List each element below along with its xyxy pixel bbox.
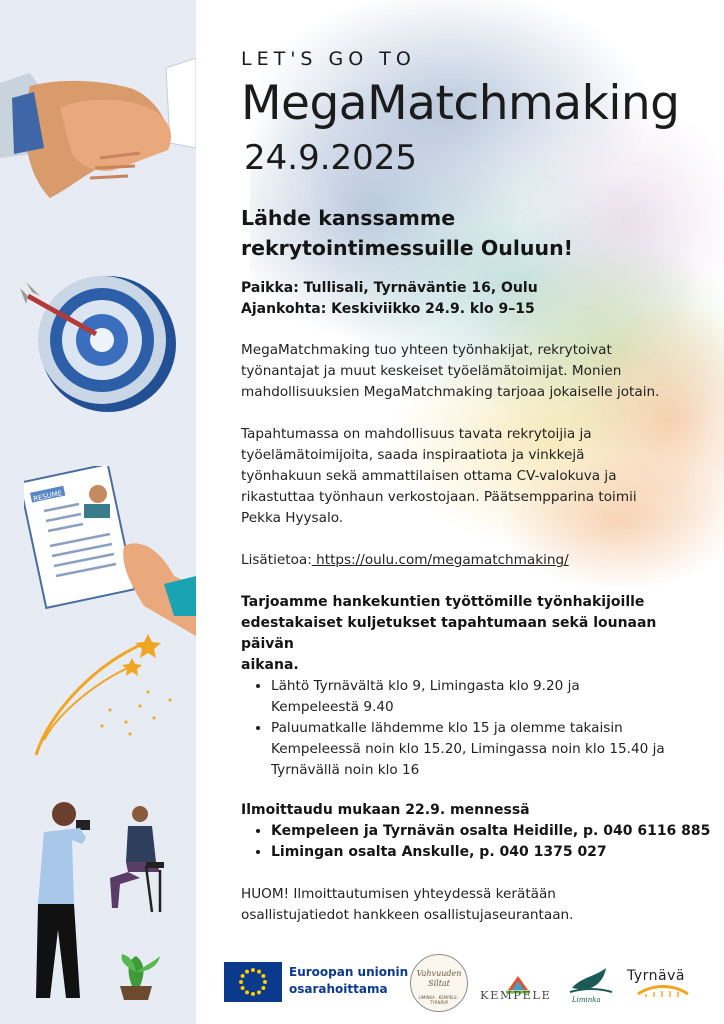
text-line: Pekka Hyysalo.: [241, 510, 344, 526]
text-line: työnantajat ja muut keskeiset työelämätoimijat. Monien: [241, 363, 622, 379]
more-info-link[interactable]: https://oulu.com/megamatchmaking/: [311, 552, 569, 568]
registration-title: Ilmoittaudu mukaan 22.9. mennessä: [241, 802, 530, 818]
tyrnava-logo-icon: [628, 982, 698, 998]
text-line: edestakaiset kuljetukset tapahtumaan sekä lounaan päivän: [241, 615, 657, 652]
headline-line: Lähde kanssamme: [241, 206, 456, 230]
text-line: • Lähtö Tyrnävältä klo 9, Limingasta klo 9.20 ja: [271, 678, 580, 694]
shooting-stars-illustration: [30, 630, 190, 760]
liminka-logo-text: Liminka: [572, 996, 601, 1004]
more-info-label: Lisätietoa:: [241, 552, 312, 568]
event-title: MegaMatchmaking: [241, 76, 680, 131]
details-paragraph: [241, 424, 637, 529]
illustration-sidebar: [0, 0, 196, 1024]
logo-small-text: LIMINKA · KEMPELE · TYRNÄVÄ: [418, 995, 460, 1005]
headline: [241, 203, 573, 263]
text-line: osarahoittama: [289, 982, 388, 996]
transport-list: [241, 676, 665, 781]
logo-text: [411, 969, 467, 989]
time-text: Ajankohta: Keskiviikko 24.9. klo 9–15: [241, 301, 535, 317]
text-line: työnhakuun sekä ammattilaisen ottama CV-valokuva ja: [241, 468, 617, 484]
text-line: HUOM! Ilmoittautumisen yhteydessä kerätään: [241, 886, 556, 902]
resume-illustration: [24, 466, 196, 636]
text-line: Tarjoamme hankekuntien työttömille työnhakijoille: [241, 594, 645, 610]
text-line: Tapahtumassa on mahdollisuus tavata rekrytoijia ja: [241, 426, 592, 442]
list-item: • Limingan osalta Anskulle, p. 040 1375 027: [271, 842, 710, 863]
offer-text: [241, 592, 711, 676]
list-item: [271, 676, 665, 718]
kicker-text: LET'S GO TO: [241, 48, 416, 70]
vahvuuden-sillat-logo: [410, 954, 468, 1012]
more-info: [241, 550, 569, 571]
text-line: Tyrnävällä noin klo 16: [271, 762, 420, 778]
text-line: aikana.: [241, 657, 299, 673]
logo-bar: [0, 948, 724, 1018]
text-line: rikastuttaa työnhaun verkostojaan. Päätsempparina toimii: [241, 489, 637, 505]
text-line: työelämätoimijoita, saada inspiraatiota ja vinkkejä: [241, 447, 585, 463]
place-text: Paikka: Tullisali, Tyrnäväntie 16, Oulu: [241, 280, 538, 296]
text-line: osallistujatiedot hankkeen osallistujaseurantaan.: [241, 907, 574, 923]
eu-funding-text: [289, 964, 408, 998]
handshake-illustration: [0, 58, 196, 218]
text-line: Kempeleestä 9.40: [271, 699, 394, 715]
event-date: 24.9.2025: [244, 138, 418, 178]
tyrnava-logo-text: Tyrnävä: [627, 968, 685, 984]
kempele-logo-icon: [482, 960, 554, 1010]
logo-text-line: Siltat: [428, 979, 450, 988]
logo-text-line: Vahvuuden: [416, 969, 462, 978]
intro-paragraph: [241, 340, 659, 403]
list-item: • Kempeleen ja Tyrnävän osalta Heidille, p. 040 6116 885: [271, 821, 710, 842]
text-line: MegaMatchmaking tuo yhteen työnhakijat, rekrytoivat: [241, 342, 612, 358]
text-line: Euroopan unionin: [289, 965, 409, 979]
resume-label: RESUME: [32, 489, 63, 504]
target-illustration: [18, 266, 178, 416]
text-line: mahdollisuuksien MegaMatchmaking tarjoaa jokaiselle jotain.: [241, 384, 660, 400]
event-info: [241, 278, 538, 320]
eu-flag-icon: [224, 962, 282, 1002]
liminka-logo-icon: [566, 962, 616, 1004]
kempele-logo-text: KEMPELE: [480, 988, 552, 1002]
headline-line: rekrytointimessuille Ouluun!: [241, 236, 574, 260]
registration-list: [241, 821, 710, 863]
text-line: Kempeleessä noin klo 15.20, Limingassa noin klo 15.40 ja: [271, 741, 665, 757]
text-line: • Paluumatkalle lähdemme klo 15 ja olemme takaisin: [271, 720, 623, 736]
list-item: [271, 718, 665, 781]
notice-text: [241, 884, 573, 926]
